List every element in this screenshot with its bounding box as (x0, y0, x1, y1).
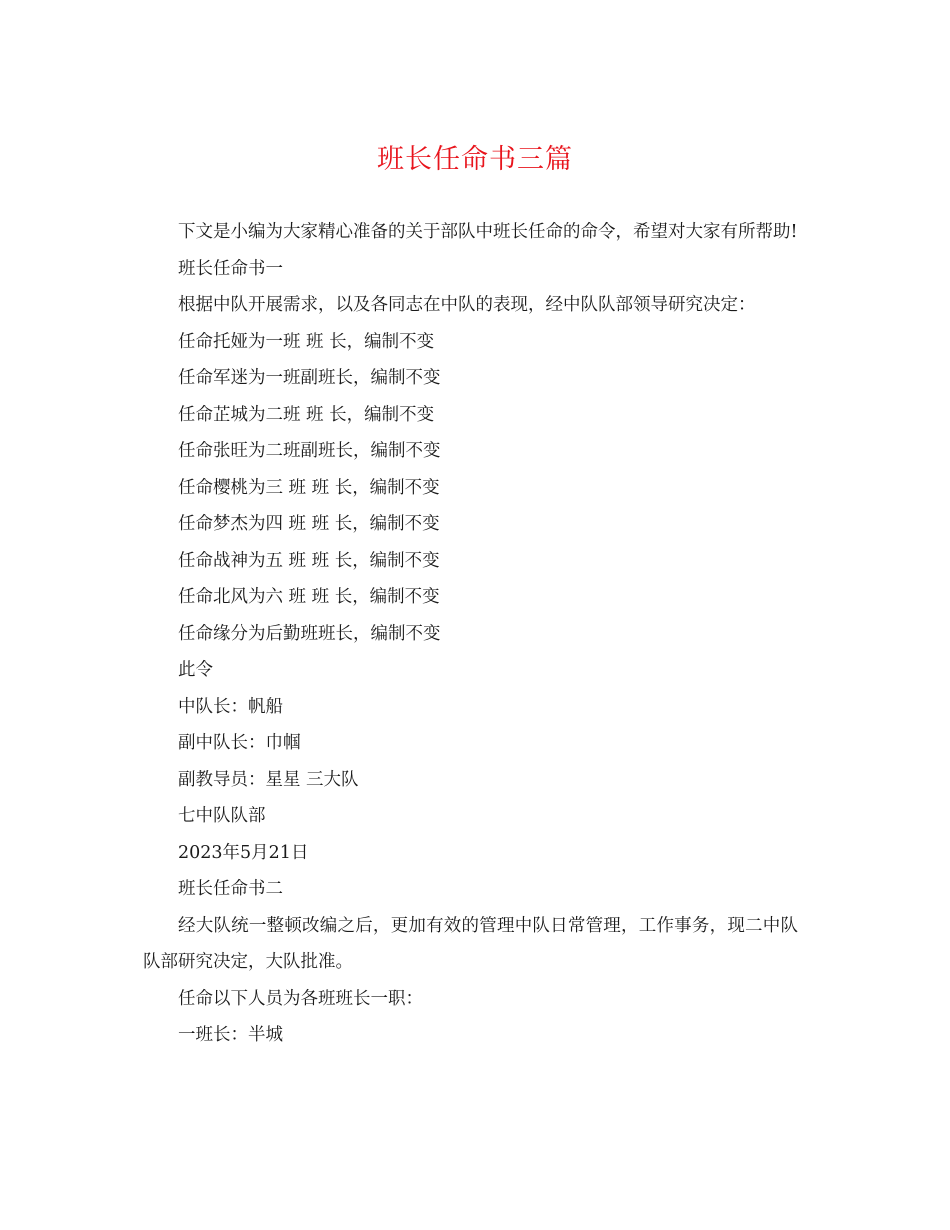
section1-heading: 班长任命书一 (178, 258, 283, 279)
section2-intro-line: 任命以下人员为各班班长一职： (178, 988, 423, 1009)
appointment-line: 任命樱桃为三 班 班 长，编制不变 (178, 477, 440, 498)
section1-closing: 此令 (178, 660, 213, 680)
signature-line: 中队长：帆船 (178, 696, 283, 717)
section2-heading: 班长任命书二 (178, 879, 283, 899)
appointment-line: 任命张旺为二班副班长，编制不变 (178, 441, 441, 461)
appointment-line: 任命托娅为一班 班 长，编制不变 (178, 331, 435, 352)
issuing-unit: 七中队队部 (178, 806, 266, 826)
signature-line: 副中队长：巾帼 (178, 733, 301, 753)
signature-line: 副教导员：星星 三大队 (178, 769, 359, 790)
intro-paragraph: 下文是小编为大家精心准备的关于部队中班长任命的命令，希望对大家有所帮助! (178, 222, 798, 242)
appointment-line: 任命军迷为一班副班长，编制不变 (178, 368, 441, 388)
section2-lead: 经大队统一整顿改编之后，更加有效的管理中队日常管理，工作事务，现二中队队部研究决定，大队批准。 (143, 915, 798, 972)
appointment-line: 任命芷城为二班 班 长，编制不变 (178, 404, 435, 425)
issue-date: 2023年5月21日 (178, 842, 309, 863)
document-body (143, 214, 798, 1054)
appointment-line: 任命北风为六 班 班 长，编制不变 (178, 587, 440, 607)
appointment-line: 任命梦杰为四 班 班 长，编制不变 (178, 514, 440, 534)
section2-first-item: 一班长：半城 (178, 1025, 283, 1045)
appointment-line: 任命战神为五 班 班 长，编制不变 (178, 550, 440, 571)
document-title: 班长任命书三篇 (377, 144, 573, 175)
appointment-line: 任命缘分为后勤班班长，编制不变 (178, 623, 441, 644)
section1-lead: 根据中队开展需求，以及各同志在中队的表现，经中队队部领导研究决定： (178, 295, 756, 315)
